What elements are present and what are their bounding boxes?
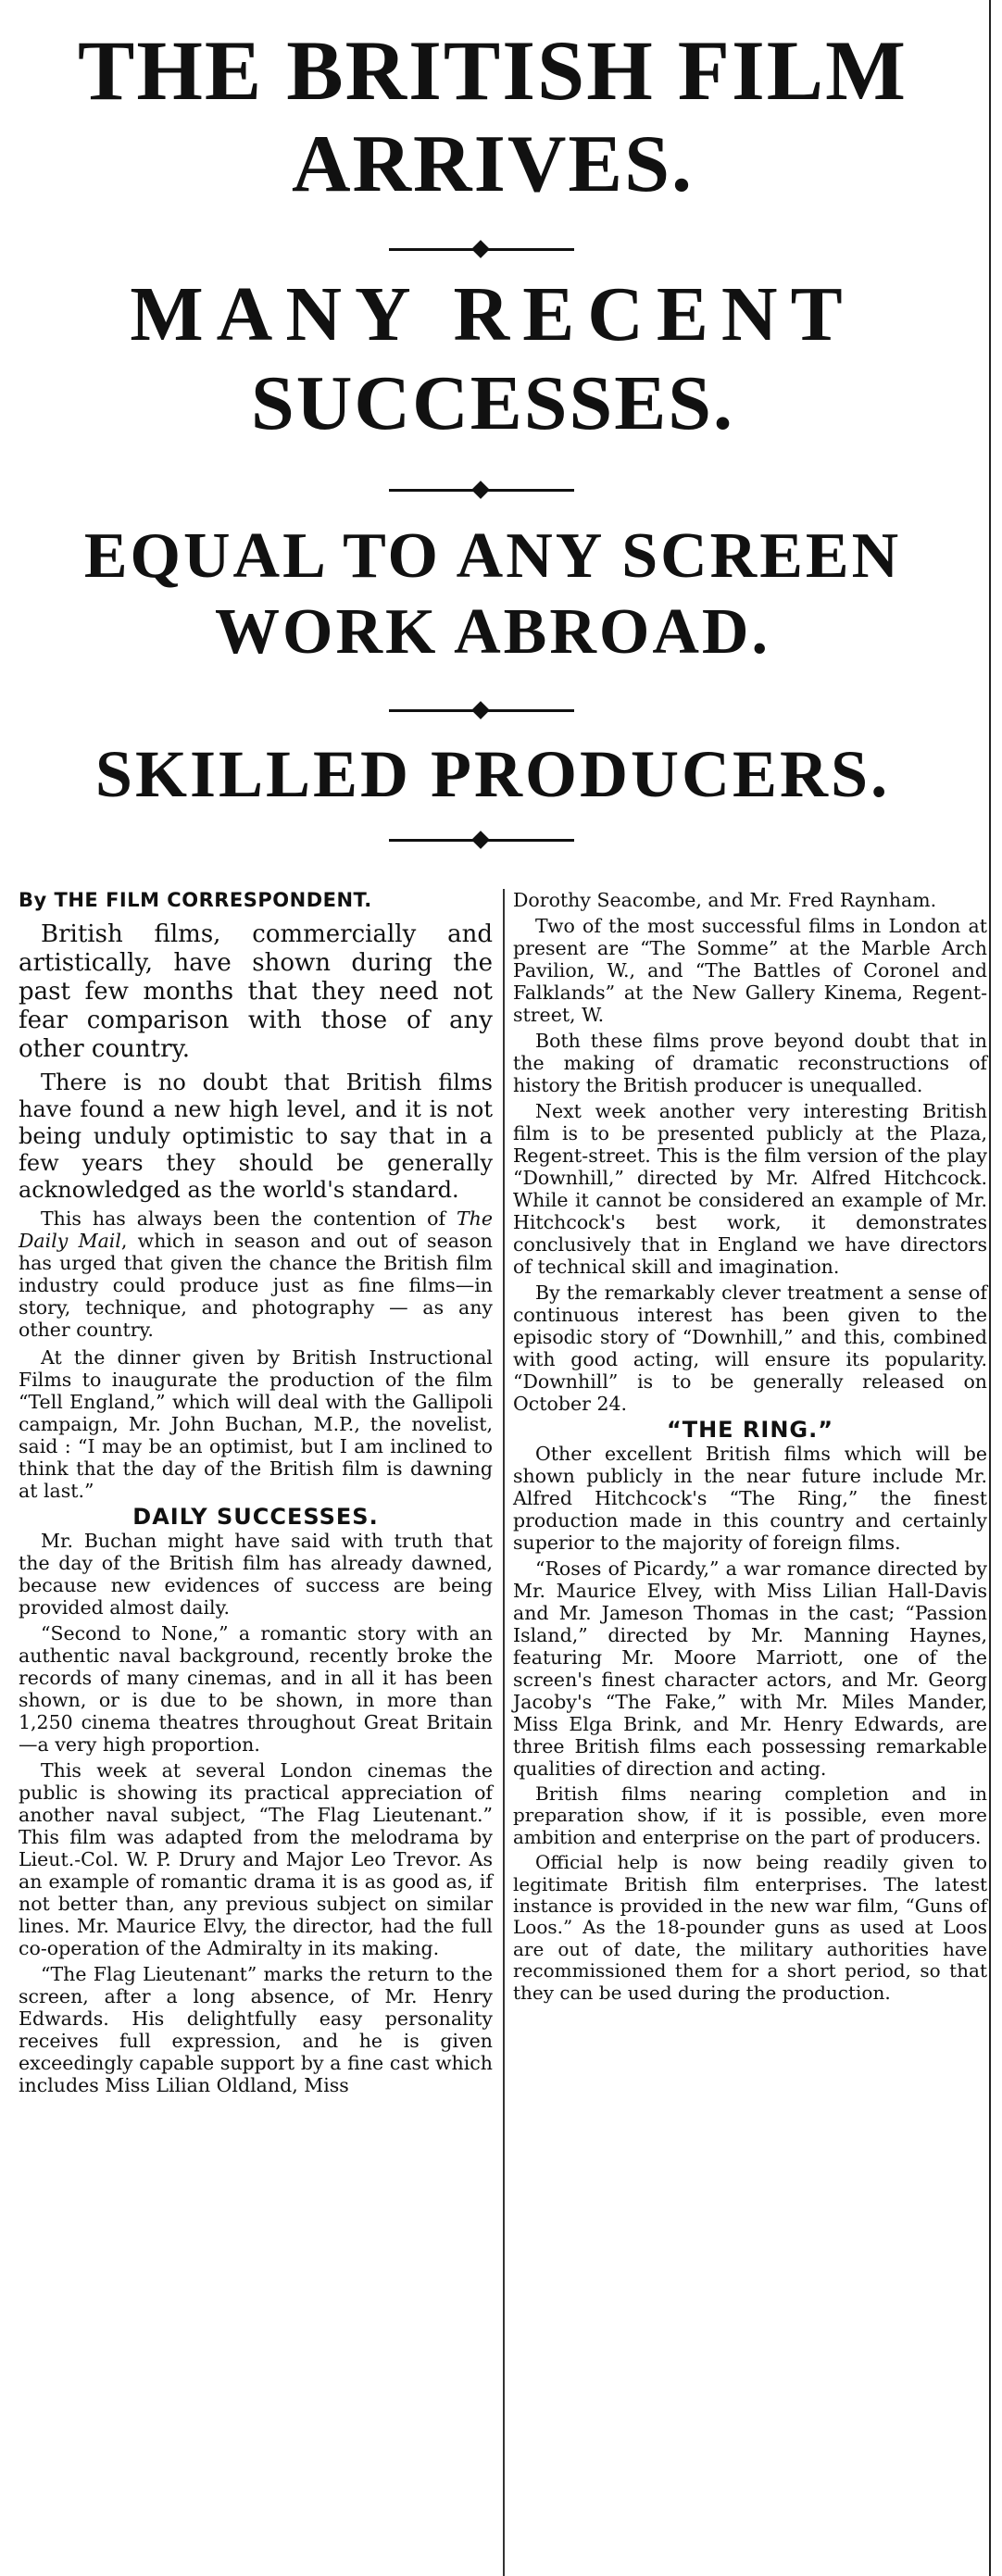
headline-3-line-1: EQUAL TO ANY SCREEN [83, 520, 902, 592]
paragraph-14: “Roses of Picardy,” a war romance directed by Mr. Maurice Elvey, with Miss Lilian Hall-Davis and Mr. Jameson Thomas in the cast; “Passion Island,” directed by Mr. Manning Haynes, featuring Mr. Moore Marriott, one of the screen's finest character actors, and Mr. Georg Jacoby's “The Fake,” with Mr. Miles Mander, Miss Elga Brink, and Mr. Henry Edwards, are three British films each possessing remarkable qualities of direction and acting. [513, 1557, 987, 1780]
divider-1 [389, 248, 574, 251]
paragraph-11: Next week another very interesting British film is to be presented publicly at the Plaza, Regent-street. This is the film version of the play “Downhill,” directed by Mr. Alfred Hitchcock. While it cannot be considered an example of Mr. Hitchcock's best work, it demonstrates conclusively that in England we have directors of technical skill and imagination. [513, 1100, 987, 1278]
paragraph-6: “Second to None,” a romantic story with an authentic naval background, recently broke the records of many cinemas, and in all it has been shown, or is due to be shown, in more than 1,250 cinema theatres throughout Great Britain—a very high proportion. [19, 1622, 493, 1756]
paragraph-8: “The Flag Lieutenant” marks the return to the screen, after a long absence, of Mr. Henry Edwards. His delightfully easy personality receives full expression, and he is given exceedingly capable support by a fine cast which includes Miss Lilian Oldland, Miss [19, 1963, 493, 2096]
article-column-2 [513, 889, 987, 2004]
newspaper-title: The Daily Mail [19, 1207, 493, 1252]
paragraph-16: Official help is now being readily given to legitimate British film enterprises. The latest instance is provided in the new war film, “Guns of Loos.” As the 18-pounder guns as used at Loos are out of date, the military authorities have recommissioned them for a short period, so that they can be used during the production. [513, 1851, 987, 2004]
paragraph-3 [19, 1207, 493, 1341]
byline: By THE FILM CORRESPONDENT. [19, 889, 372, 911]
paragraph-13: Other excellent British films which will be shown publicly in the near future include Mr. Alfred Hitchcock's “The Ring,” the finest production made in this country and certainly superior to the majority of foreign films. [513, 1443, 987, 1554]
paragraph-1: British films, commercially and artistically, have shown during the past few months that they need not fear comparison with those of any other country. [19, 920, 493, 1063]
divider-2 [389, 489, 574, 492]
paragraph-2: There is no doubt that British films have found a new high level, and it is not being unduly optimistic to say that in a few years they should be generally acknowledged as the world's standard. [19, 1069, 493, 1203]
headline-2 [0, 271, 985, 446]
headline-3 [0, 520, 985, 668]
paragraph-10: Both these films prove beyond doubt that in the making of dramatic reconstructions of history the British producer is unequalled. [513, 1030, 987, 1096]
headline-3-line-2: WORK ABROAD. [215, 596, 770, 668]
headline-2-line-2: SUCCESSES. [251, 360, 734, 446]
page-edge-rule [989, 0, 991, 2576]
paragraph-3-text-b: , which in season and out of season has urged that given the chance the British film industry could produce just as fine films—in story, technique, and photography — as any other country. [19, 1230, 493, 1341]
paragraph-continued: Dorothy Seacombe, and Mr. Fred Raynham. [513, 889, 937, 911]
headline-2-line-1: MANY RECENT [130, 271, 856, 357]
headline-4 [0, 737, 985, 811]
subhead-the-ring: “THE RING.” [666, 1417, 834, 1443]
paragraph-3-text-a: This has always been the contention of [41, 1207, 457, 1230]
headline-4-line: SKILLED PRODUCERS. [94, 737, 891, 811]
paragraph-15: British films nearing completion and in preparation show, if it is possible, even more ambition and enterprise on the part of producers. [513, 1782, 987, 1848]
headline-1-line-2: ARRIVES. [291, 119, 695, 209]
paragraph-12: By the remarkably clever treatment a sense of continuous interest has been given to the episodic story of “Downhill,” and this, combined with good acting, will ensure its popularity. “Downhill” is to be generally released on October 24. [513, 1282, 987, 1415]
column-divider [503, 889, 505, 2576]
headline-1 [0, 23, 985, 209]
divider-4 [389, 839, 574, 842]
article-column-1 [19, 889, 493, 2096]
divider-3 [389, 709, 574, 712]
paragraph-7: This week at several London cinemas the public is showing its practical appreciation of another naval subject, “The Flag Lieutenant.” This film was adapted from the melodrama by Lieut.-Col. W. P. Drury and Major Leo Trevor. As an example of romantic drama it is as good as, if not better than, any previous subject on similar lines. Mr. Maurice Elvy, the director, had the full co-operation of the Admiralty in its making. [19, 1759, 493, 1959]
paragraph-4: At the dinner given by British Instructional Films to inaugurate the production of the film “Tell England,” which will deal with the Gallipoli campaign, Mr. John Buchan, M.P., the novelist, said : “I may be an optimist, but I am inclined to think that the day of the British film is dawning at last.” [19, 1346, 493, 1502]
headline-1-line-1: THE BRITISH FILM [78, 23, 908, 118]
paragraph-9: Two of the most successful films in London at present are “The Somme” at the Marble Arch Pavilion, W., and “The Battles of Coronel and Falklands” at the New Gallery Kinema, Regent-street, W. [513, 915, 987, 1026]
paragraph-5: Mr. Buchan might have said with truth that the day of the British film has already dawned, because new evidences of success are being provided almost daily. [19, 1530, 493, 1619]
subhead-daily-successes: DAILY SUCCESSES. [132, 1504, 379, 1530]
